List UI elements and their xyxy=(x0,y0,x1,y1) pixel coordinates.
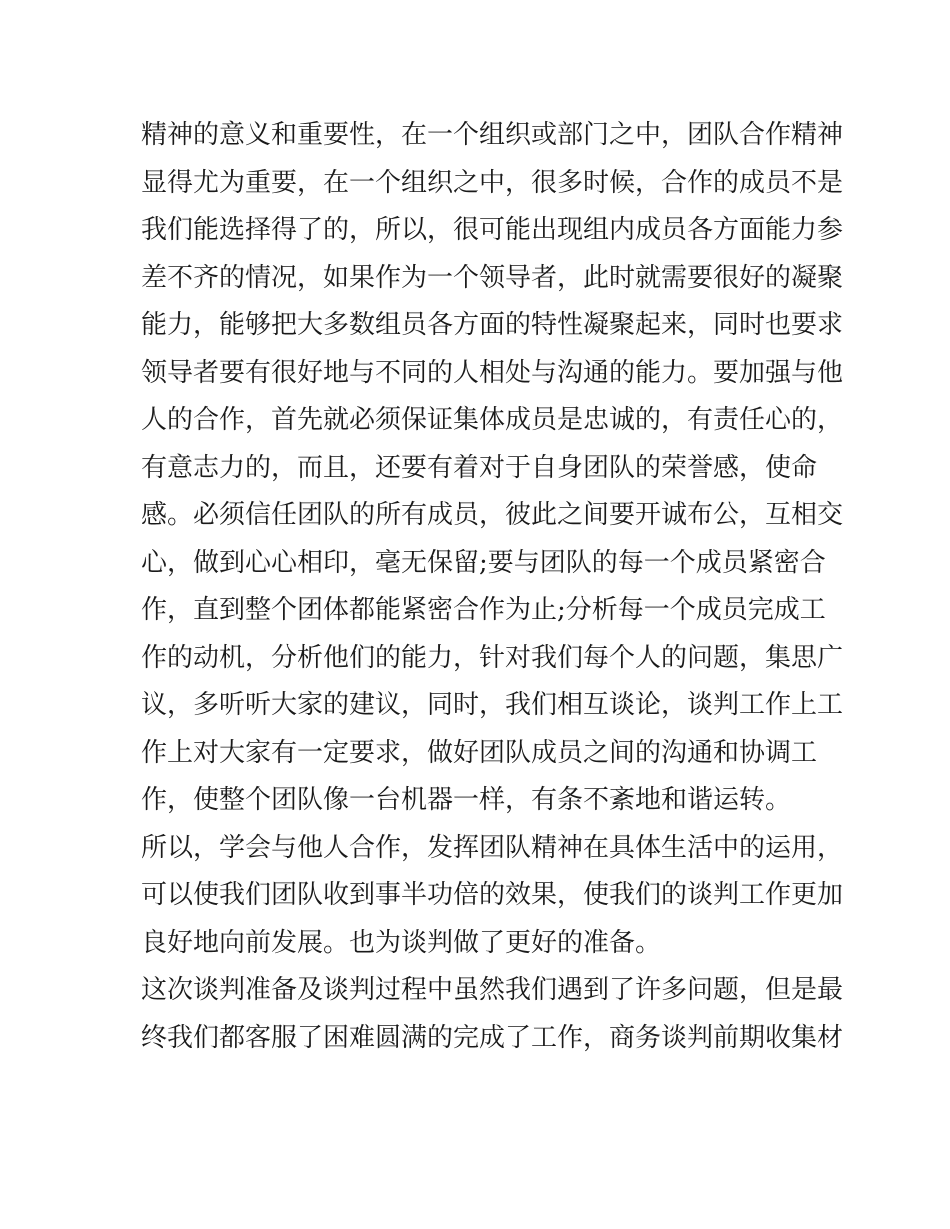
text-line: 人的合作，首先就必须保证集体成员是忠诚的，有责任心的， xyxy=(141,405,844,435)
text-line: 领导者要有很好地与不同的人相处与沟通的能力。要加强与他 xyxy=(141,357,844,388)
text-line: 这次谈判准备及谈判过程中虽然我们遇到了许多问题，但是最 xyxy=(141,975,844,1005)
text-line: 作，直到整个团体都能紧密合作为止;分析每一个成员完成工 xyxy=(141,595,826,625)
text-line: 作，使整个团队像一台机器一样，有条不紊地和谐运转。 xyxy=(141,785,792,815)
text-line: 显得尤为重要，在一个组织之中，很多时候，合作的成员不是 xyxy=(141,167,844,198)
text-line: 可以使我们团队收到事半功倍的效果，使我们的谈判工作更加 xyxy=(141,880,844,910)
text-line: 有意志力的，而且，还要有着对于自身团队的荣誉感，使命 xyxy=(141,452,818,483)
text-line: 作的动机，分析他们的能力，针对我们每个人的问题，集思广 xyxy=(141,642,844,673)
text-line: 作上对大家有一定要求，做好团队成员之间的沟通和协调工 xyxy=(141,737,818,768)
text-line: 良好地向前发展。也为谈判做了更好的准备。 xyxy=(141,927,662,958)
text-line: 差不齐的情况，如果作为一个领导者，此时就需要很好的凝聚 xyxy=(141,262,844,293)
text-line: 能力，能够把大多数组员各方面的特性凝聚起来，同时也要求 xyxy=(141,310,844,340)
text-line: 心，做到心心相印，毫无保留;要与团队的每一个成员紧密合 xyxy=(141,547,826,578)
text-line: 终我们都客服了困难圆满的完成了工作，商务谈判前期收集材 xyxy=(141,1022,844,1053)
text-line: 精神的意义和重要性，在一个组织或部门之中，团队合作精神 xyxy=(141,120,844,150)
text-line: 感。必须信任团队的所有成员，彼此之间要开诚布公，互相交 xyxy=(141,500,844,530)
text-line: 所以，学会与他人合作，发挥团队精神在具体生活中的运用， xyxy=(141,832,844,863)
body-text xyxy=(141,112,844,1062)
text-line: 我们能选择得了的，所以，很可能出现组内成员各方面能力参 xyxy=(141,215,844,245)
text-line: 议，多听听大家的建议，同时，我们相互谈论，谈判工作上工 xyxy=(141,690,844,720)
